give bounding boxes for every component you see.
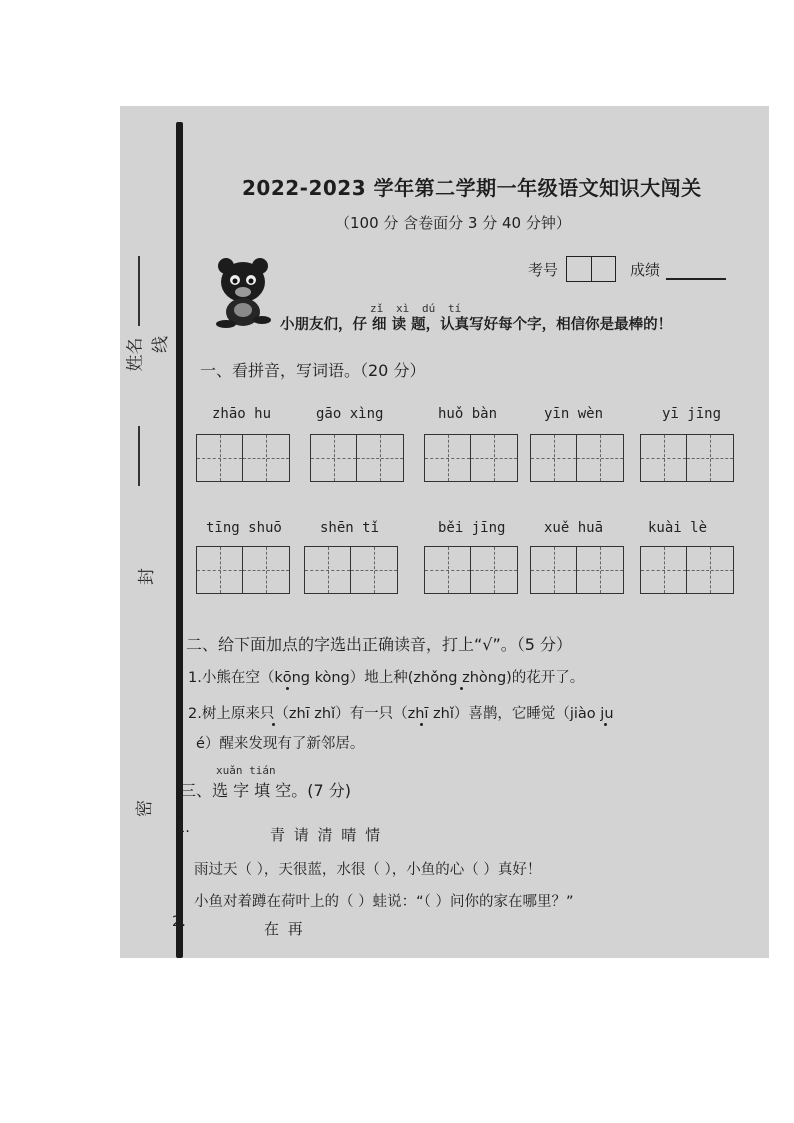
slogan-pinyin-1: zǐ [370,302,384,315]
writing-grid[interactable] [530,434,624,482]
writing-grid[interactable] [424,434,518,482]
name-label: 姓名 [125,337,146,372]
section2-q2-line2: é）醒来发现有了新邻居。 [196,736,365,752]
line-char: 线 [151,336,171,353]
secret-char: 密 [135,800,155,817]
writing-grid[interactable] [530,546,624,594]
score-blank[interactable] [666,278,726,280]
emphasis-dot [460,687,463,690]
pinyin-label: shēn tǐ [320,520,380,536]
pinyin-label: huǒ bàn [438,406,498,422]
pinyin-label: gāo xìng [316,406,384,422]
name-underline [138,256,140,326]
exam-paper [120,106,769,958]
writing-grid[interactable] [310,434,404,482]
class-underline [138,426,140,486]
pinyin-label: xuě huā [544,520,604,536]
question-number: 1. [176,820,190,836]
slogan-text: 小朋友们，仔 细 读 题，认真写好每个字，相信你是最棒的！ [280,317,673,333]
pinyin-label: yīn wèn [544,406,604,422]
writing-grid[interactable] [304,546,398,594]
page-title: 2022-2023 学年第二学期一年级语文知识大闯关 [242,176,702,200]
word-options: 青 请 清 晴 情 [270,826,383,844]
page-subtitle: （100 分 含卷面分 3 分 40 分钟） [335,214,571,232]
pinyin-label: zhāo hu [212,406,272,422]
slogan-pinyin-2: xì [396,302,410,315]
section2-q2-line1: 2.树上原来只（zhī zhǐ）有一只（zhī zhǐ）喜鹊，它睡觉（jiào ju [188,706,614,722]
section3-pinyin: xuǎn tián [216,764,276,777]
pinyin-label: yī jīng [662,406,722,422]
section2-heading: 二、给下面加点的字选出正确读音，打上“√”。（5 分） [186,635,573,654]
bear-icon [210,254,280,328]
pinyin-label: běi jīng [438,520,506,536]
pinyin-label: tīng shuō [206,520,282,536]
word-options: 在 再 [264,920,305,938]
slogan-pinyin-3: dú [422,302,436,315]
emphasis-dot [420,723,423,726]
section3-heading: 三、选 字 填 空。(7 分) [180,781,352,800]
writing-grid[interactable] [424,546,518,594]
writing-grid[interactable] [196,434,290,482]
exam-number-box[interactable] [566,256,616,282]
emphasis-dot [286,687,289,690]
section3-q1-line1: 雨过天（ ），天很蓝，水很（ ），小鱼的心（ ）真好！ [194,862,542,878]
emphasis-dot [272,723,275,726]
slogan-pinyin-4: tí [448,302,462,315]
pinyin-label: kuài lè [648,520,708,536]
writing-grid[interactable] [196,546,290,594]
emphasis-dot [604,723,607,726]
writing-grid[interactable] [640,546,734,594]
question-number: 2. [172,914,186,930]
seal-char: 封 [137,568,157,585]
writing-grid[interactable] [640,434,734,482]
section1-heading: 一、看拼音，写词语。（20 分） [200,361,426,380]
section3-q1-line2: 小鱼对着蹲在荷叶上的（ ）蛙说：“（ ）问你的家在哪里？” [194,894,574,910]
section2-q1: 1.小熊在空（kōng kòng）地上种(zhǒng zhòng)的花开了。 [188,670,585,686]
score-label: 成绩 [630,261,661,279]
exam-number-label: 考号 [528,261,559,279]
